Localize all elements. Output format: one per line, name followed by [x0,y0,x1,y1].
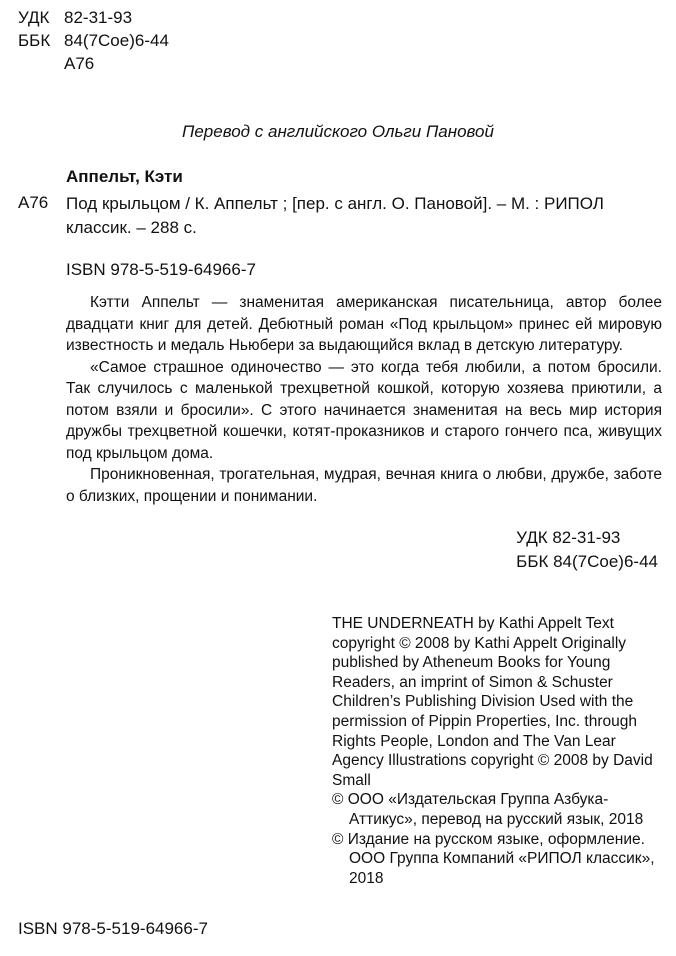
bibliographic-description: Под крыльцом / К. Аппельт ; [пер. с англ. О. Пановой]. – М. : РИПОЛ классик. – 288 с. [66,194,604,237]
isbn-top: ISBN 978-5-519-64966-7 [66,260,256,279]
bbk-label: ББК [18,31,51,50]
author-sign-side: А76 [18,193,49,212]
annotation-paragraph: Кэтти Аппельт — знаменитая американская писательница, автор более двадцати книг для детей. Дебютный роман «Под крыльцом» принес ей мировую известность и медаль Ньюбери за выдающийся вклад в детскую литературу. [66,294,662,354]
bbk-value: 84(7Сое)6-44 [64,31,169,50]
author-sign-row [18,52,169,75]
translation-copyright: © ООО «Издательская Группа Азбука-Аттикус», перевод на русский язык, 2018 [332,791,644,828]
udk-label: УДК [18,8,50,27]
copyright-block [332,614,667,888]
annotation [66,292,662,507]
author-sign: А76 [64,54,95,73]
annotation-paragraph: Проникновенная, трогательная, мудрая, вечная книга о любви, дружбе, заботе о близких, прощении и понимании. [66,466,662,505]
original-copyright: THE UNDERNEATH by Kathi Appelt Text copyright © 2008 by Kathi Appelt Originally published by Atheneum Books for Young Readers, an imprint of Simon & Schuster Children’s Publishing Division Used with the permission of Pippin Properties, Inc. through Rights People, London and The Van Lear Agency Illustrations copyright © 2008 by David Small [332,615,653,789]
bottom-bbk: ББК 84(7Сое)6-44 [516,552,658,571]
annotation-paragraph: «Самое страшное одиночество — это когда тебя любили, а потом бросили. Так случилось с маленькой трехцветной кошкой, которую хозяева приютили, а потом взяли и бросили». С этого начинается знаменитая на весь мир история дружбы трехцветной кошечки, котят-проказников и старого гончего пса, живущих под крыльцом дома. [66,358,662,462]
author-heading: Аппельт, Кэти [66,167,183,186]
classification-codes [18,6,169,75]
bbk-row [18,29,169,52]
udk-row [18,6,169,29]
bottom-udk: УДК 82-31-93 [516,528,621,547]
translator-line: Перевод с английского Ольги Пановой [182,122,494,141]
bottom-classification-codes [516,526,658,574]
isbn-bottom: ISBN 978-5-519-64966-7 [18,919,208,938]
udk-value: 82-31-93 [64,8,133,27]
edition-copyright: © Издание на русском языке, оформление. ООО Группа Компаний «РИПОЛ классик», 2018 [332,830,655,887]
